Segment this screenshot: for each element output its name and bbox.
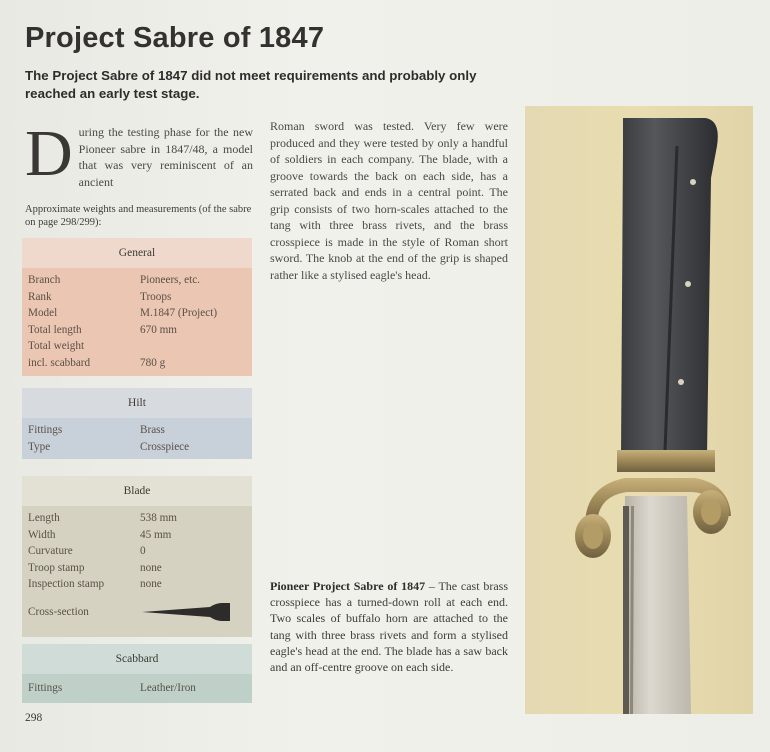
caption-text: – The cast brass crosspiece has a turned-down roll at each end. Two scales of buffalo horn are attached to the tang with three brass rivets and form a stylised eagle's head at the end. The blade has a saw back and an off-centre groove on each side. (270, 579, 508, 675)
table-row: Fittings Brass (28, 424, 165, 436)
general-table (22, 238, 252, 376)
table-row: Type Crosspiece (28, 440, 190, 453)
measurements-note: Approximate weights and measurements (of the sabre on page 298/299): (25, 204, 252, 228)
page-title: Project Sabre of 1847 (25, 22, 325, 54)
blade-table (22, 476, 252, 637)
sabre-icon (525, 106, 753, 714)
cross-section-row (22, 597, 252, 627)
hilt-table (22, 388, 252, 459)
body-column: Roman sword was tested. Very few were produced and they were tested by only a handful of soldiers in each company. The blade, with a groove towards the back on each side, has a serrated back and ends in a central point. The grip consists of two horn-scales attached to the tang with three brass rivets, and the brass crosspiece is made in the style of Roman short sword. The knob at the end of the grip is shaped rather like a stylised eagle's head. (270, 119, 508, 282)
scabbard-table (22, 644, 252, 703)
table-row: Curvature 0 (28, 545, 146, 558)
table-row: Total length 670 mm (28, 323, 177, 336)
cross-section-label: Cross-section (28, 605, 89, 618)
hilt-heading: Hilt (22, 388, 252, 418)
cross-section-icon (140, 601, 235, 623)
table-row: incl. scabbard 780 g (28, 356, 166, 369)
photo-caption (270, 578, 508, 675)
table-row: Branch Pioneers, etc. (28, 274, 200, 286)
table-row: Total weight (28, 340, 85, 353)
subtitle: The Project Sabre of 1847 did not meet requirements and probably only reached an early test stage. (25, 68, 477, 101)
intro-text: uring the testing phase for the new Pioneer sabre in 1847/48, a model that was very reminiscent of an ancient (78, 125, 253, 189)
blade-heading: Blade (22, 476, 252, 506)
scabbard-heading: Scabbard (22, 644, 252, 674)
table-row: Rank Troops (28, 290, 172, 303)
caption-title: Pioneer Project Sabre of 1847 (270, 579, 426, 593)
sabre-photo (525, 106, 753, 714)
table-row: Troop stamp none (28, 561, 162, 574)
table-row: Length 538 mm (28, 512, 177, 524)
general-heading: General (22, 238, 252, 268)
table-row: Fittings Leather/Iron (28, 682, 196, 694)
drop-cap: D (25, 117, 73, 190)
intro-paragraph (25, 117, 253, 190)
page-number: 298 (25, 712, 43, 724)
table-row: Inspection stamp none (28, 578, 162, 591)
table-row: Model M.1847 (Project) (28, 307, 218, 320)
table-row: Width 45 mm (28, 528, 172, 541)
